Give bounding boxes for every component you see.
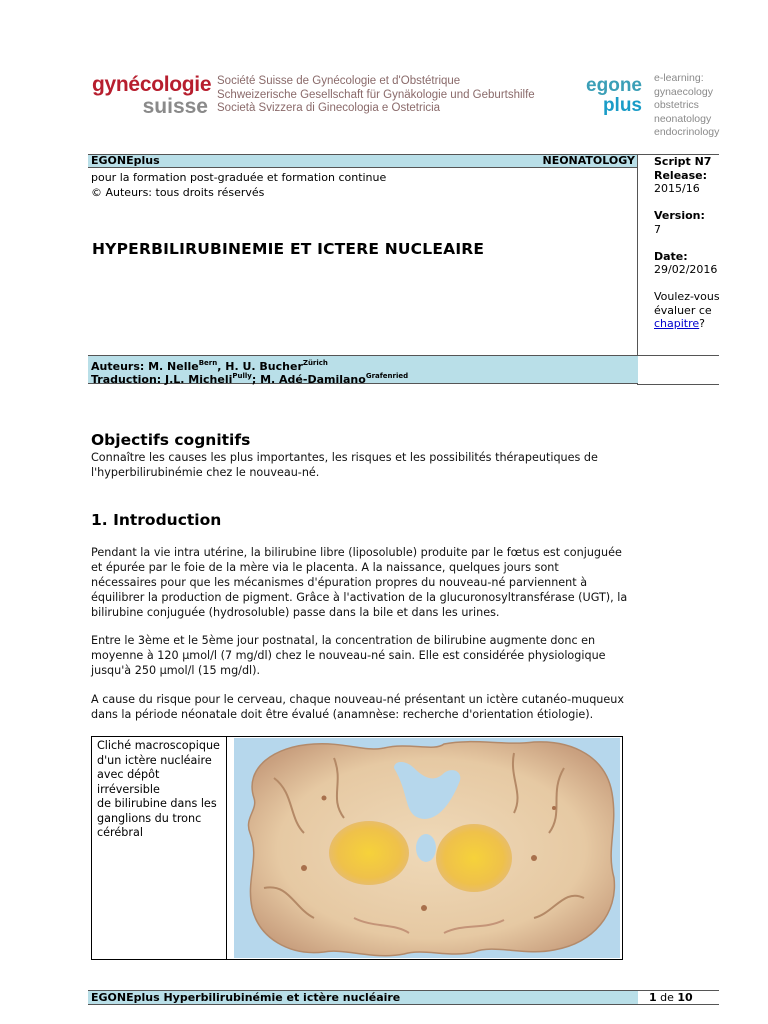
section-name: NEONATOLOGY: [542, 154, 635, 167]
meta-rule: [637, 355, 719, 356]
subtitle-line: pour la formation post-graduée et formation continue: [91, 171, 387, 184]
elearning-item: gynaecology: [654, 85, 713, 98]
eval-line-1: Voulez-vous: [654, 290, 720, 303]
figure-table: [91, 736, 623, 960]
elearning-list: [654, 72, 719, 140]
page-total: 10: [677, 991, 693, 1004]
intro-paragraph-1: [91, 545, 639, 620]
text-line: A cause du risque pour le cerveau, chaque nouveau-né présentant un ictère cutanéo-muqueux: [91, 693, 624, 706]
author-2: , H. U. Bucher: [217, 360, 303, 373]
elearning-item: endocrinology: [654, 126, 720, 138]
egone-logo-line-1: egone: [586, 75, 642, 96]
footer-title: EGONEplus Hyperbilirubinémie et ictère nucléaire: [91, 991, 401, 1004]
meta-rule: [637, 384, 719, 385]
intro-paragraph-2: [91, 633, 639, 678]
page-number-box: [637, 990, 719, 1005]
evaluate-chapter-link[interactable]: chapitre: [654, 317, 700, 330]
society-it: Società Svizzera di Ginecologia e Ostetricia: [217, 102, 441, 114]
text-line: bilirubine conjuguée (hydrosoluble) passe dans la bile et dans les urines.: [91, 606, 500, 619]
society-fr: Société Suisse de Gynécologie et d'Obstétrique: [217, 75, 461, 87]
text-line: jusqu'à 250 μmol/l (15 mg/dl).: [91, 664, 261, 677]
society-de: Schweizerische Gesellschaft für Gynäkologie und Geburtshilfe: [217, 88, 535, 101]
text-line: dans la période néonatale doit être évalué (anamnèse: recherche d'orientation étiologie).: [91, 708, 594, 721]
figure-caption: [97, 739, 225, 841]
intro-paragraph-3: [91, 692, 639, 722]
translation-line: [91, 370, 408, 386]
objectives-text: [91, 450, 639, 480]
text-line: Pendant la vie intra utérine, la bilirubine libre (liposoluble) produite par le fœtus est conjuguée: [91, 546, 622, 559]
copyright-line: © Auteurs: tous droits réservés: [91, 186, 265, 199]
page-separator: de: [656, 991, 678, 1004]
translator-2: ; M. Adé-Damilano: [251, 373, 366, 386]
author-1: Auteurs: M. Nelle: [91, 360, 199, 373]
translator-1: Traduction: J.L. Micheli: [91, 373, 233, 386]
caption-line: Cliché macroscopique: [97, 739, 220, 752]
caption-line: ganglions du tronc: [97, 811, 202, 825]
brain-section-photo: [234, 738, 620, 958]
authors-bar: [88, 355, 638, 384]
date-label: Date:: [654, 249, 688, 263]
gynecologie-suisse-logo: [92, 74, 212, 118]
text-line: nécessaires pour que les mécanismes d'épuration propres du nouveau-né parviennent à: [91, 576, 588, 589]
logo-line-2: suisse: [142, 95, 208, 118]
egone-logo-line-2: plus: [602, 95, 642, 116]
caption-line: irréversible: [97, 782, 160, 796]
translator-2-affiliation: Grafenried: [365, 372, 409, 380]
caption-line: avec dépôt: [97, 768, 160, 781]
version-value: 7: [654, 222, 661, 236]
script-id: Script N7: [654, 155, 712, 168]
date-value: 29/02/2016: [654, 263, 718, 276]
text-line: équilibrer la production de pigment. Grâce à l'activation de la glucuronosyltransférase (UGT), la: [91, 591, 628, 604]
series-name: EGONEplus: [91, 154, 160, 167]
footer-bar: [88, 990, 638, 1005]
subtitle: [91, 170, 386, 200]
page-current: 1: [649, 991, 657, 1004]
author-2-affiliation: Zürich: [302, 359, 328, 367]
meta-divider: [637, 154, 638, 384]
text-line: Connaître les causes les plus importantes, les risques et les possibilités thérapeutiques de: [91, 451, 598, 464]
version-label: Version:: [654, 209, 705, 222]
elearning-item: e-learning:: [654, 72, 704, 84]
page-number: [649, 991, 693, 1004]
society-names: [217, 75, 535, 116]
caption-line: de bilirubine dans les: [97, 797, 217, 810]
text-line: moyenne à 120 μmol/l (7 mg/dl) chez le nouveau-né sain. Elle est considérée physiologique: [91, 649, 606, 662]
release-value: 2015/16: [654, 182, 700, 195]
eval-line-2: évaluer ce: [654, 303, 712, 317]
text-line: et épurée par le foie de la mère via le placenta. A la naissance, quelques jours sont: [91, 561, 559, 574]
meta-panel: [654, 155, 754, 331]
translator-1-affiliation: Pully: [232, 372, 252, 380]
text-line: Entre le 3ème et le 5ème jour postnatal, la concentration de bilirubine augmente donc en: [91, 634, 596, 647]
author-1-affiliation: Bern: [198, 359, 218, 367]
elearning-item: neonatology: [654, 112, 712, 125]
introduction-heading: 1. Introduction: [91, 511, 222, 529]
release-label: Release:: [654, 168, 707, 182]
elearning-item: obstetrics: [654, 99, 699, 111]
caption-line: d'un ictère nucléaire: [97, 753, 212, 767]
brain-section-illustration: [234, 738, 620, 958]
objectives-heading: Objectifs cognitifs: [91, 431, 251, 449]
eval-suffix: ?: [699, 317, 706, 330]
text-line: l'hyperbilirubinémie chez le nouveau-né.: [91, 466, 320, 479]
series-bar: [88, 154, 638, 168]
eval-line-3: [654, 317, 754, 331]
page-title: HYPERBILIRUBINEMIE ET ICTERE NUCLEAIRE: [92, 240, 485, 258]
egoneplus-logo: [576, 76, 642, 116]
figure-divider: [226, 737, 227, 959]
caption-line: cérébral: [97, 826, 143, 839]
logo-line-1: gynécologie: [92, 73, 212, 96]
